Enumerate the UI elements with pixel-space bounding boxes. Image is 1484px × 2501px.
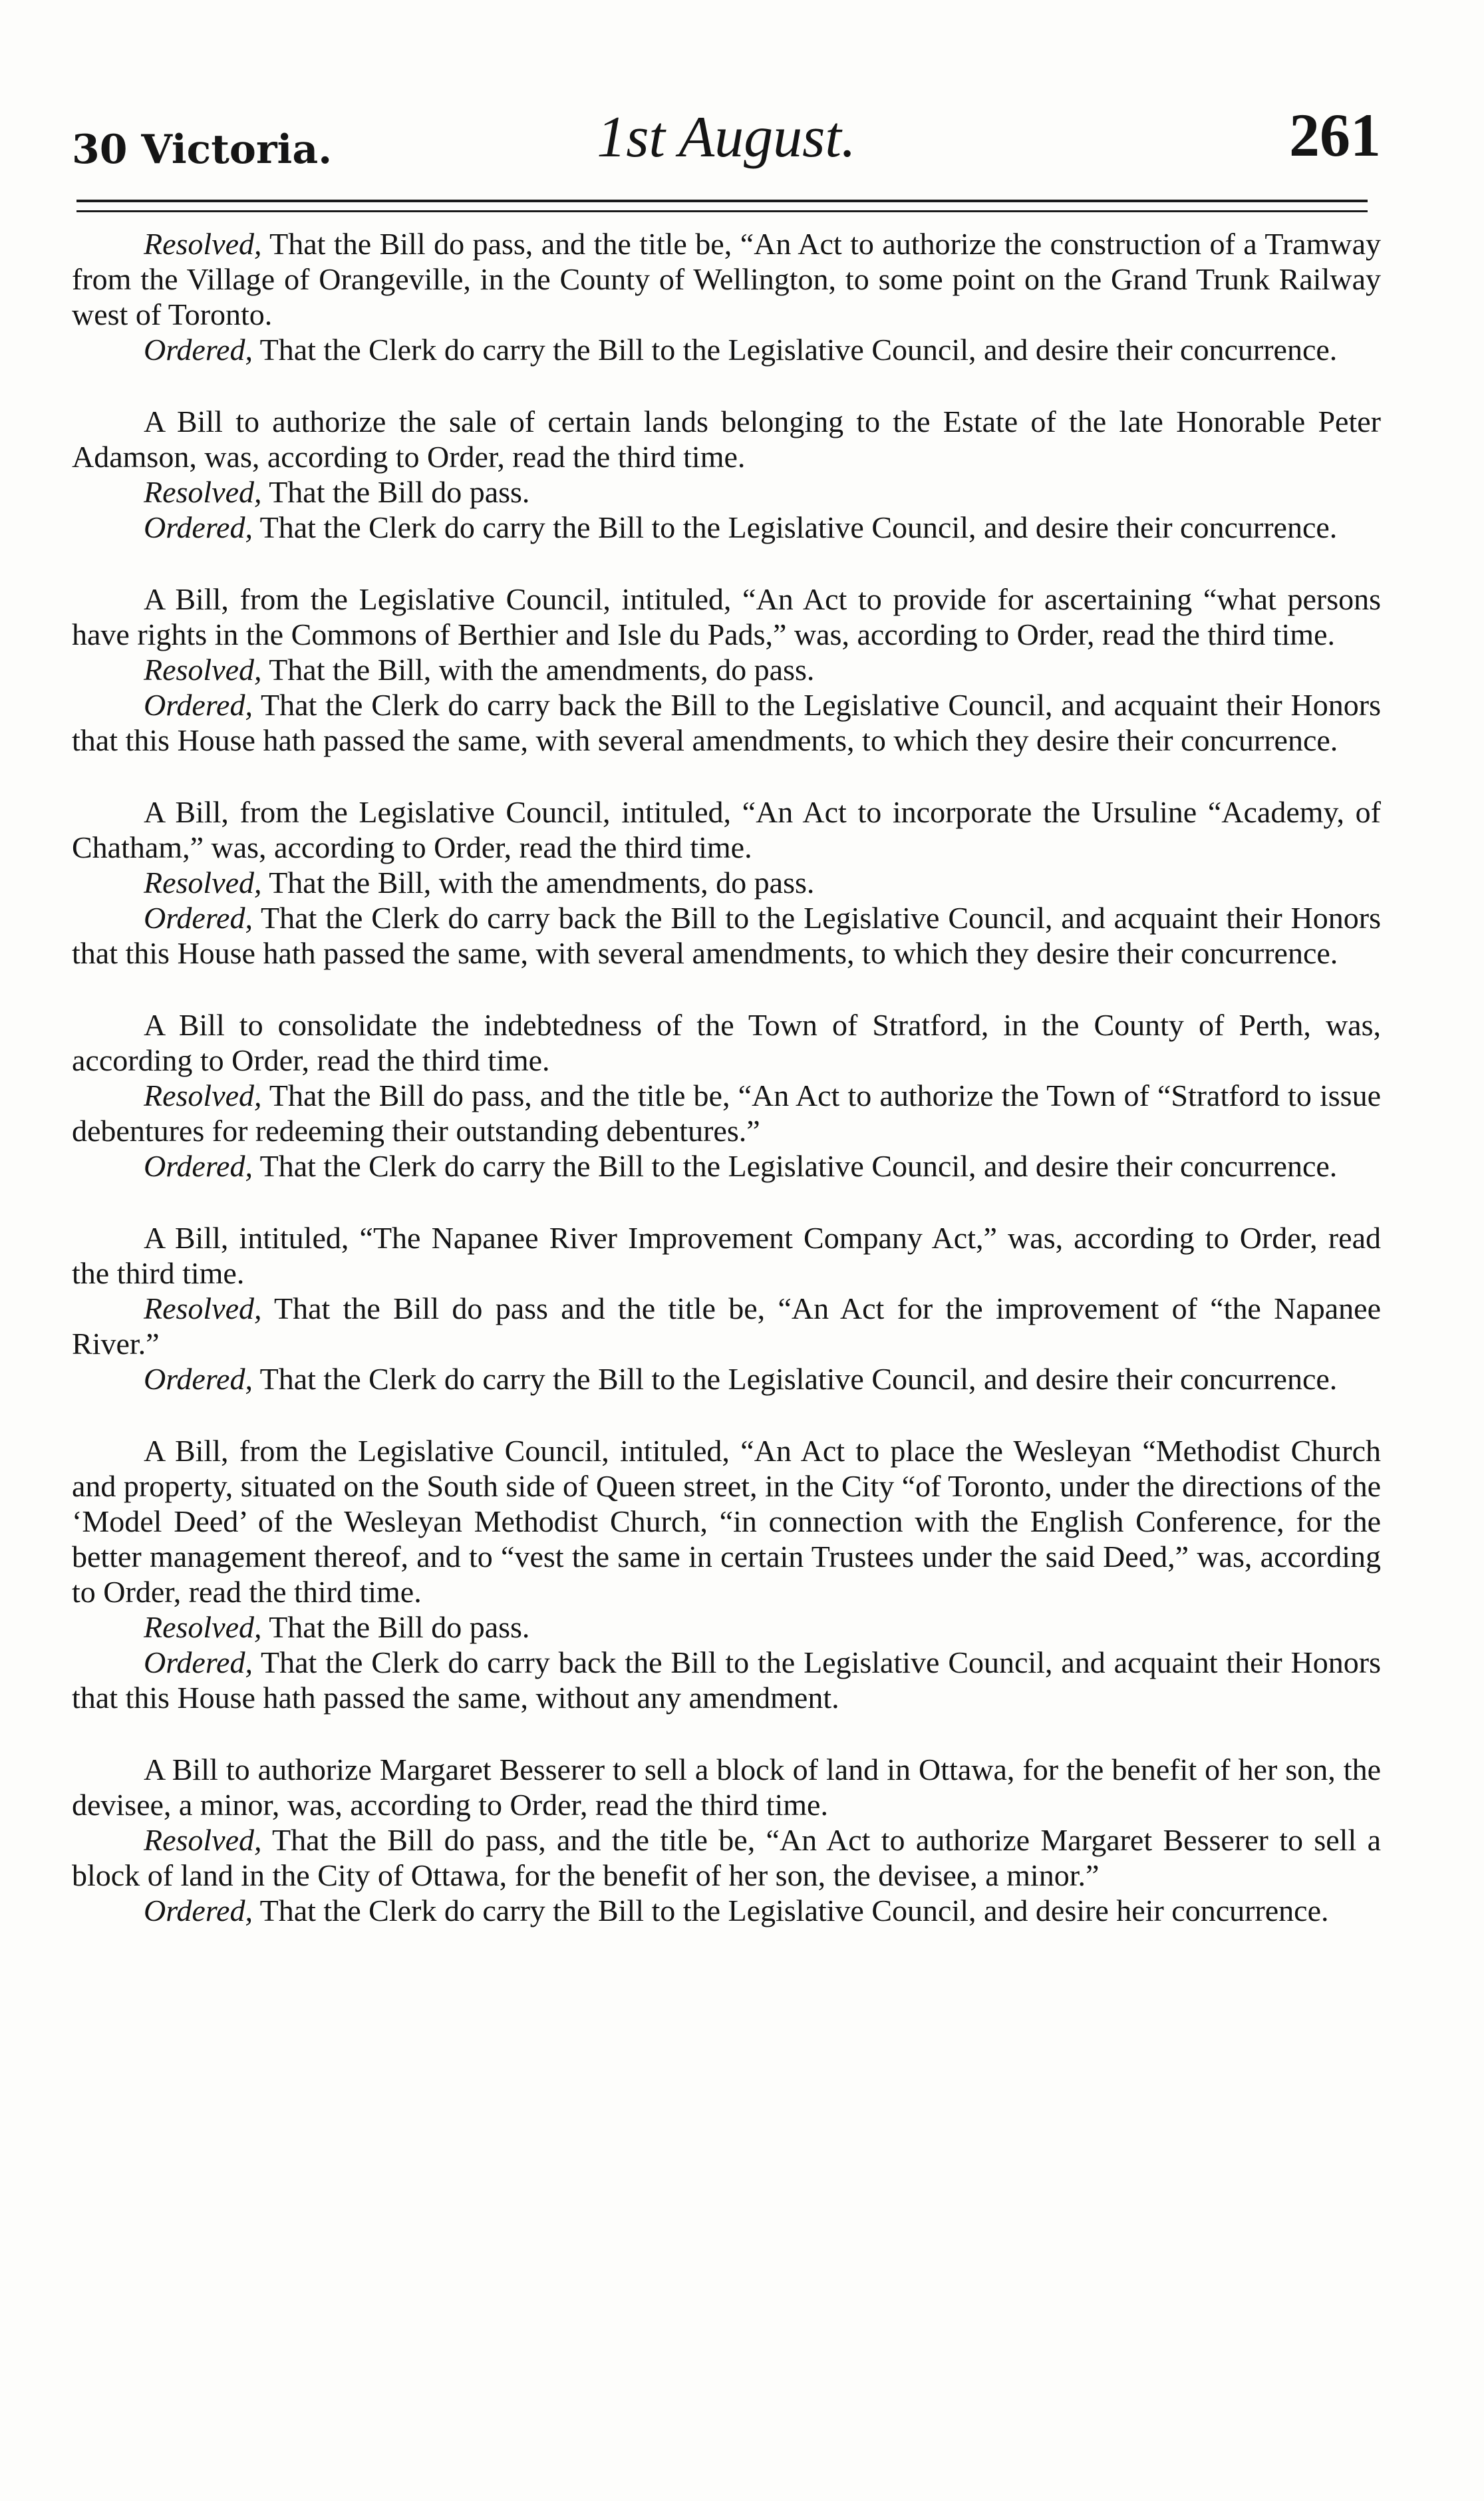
motion-lead: Resolved,	[144, 475, 262, 509]
paragraph-text: A Bill to authorize the sale of certain lands belonging to the Estate of the late Honorable Peter Adamson, was, according to Order, read the third time.	[72, 405, 1381, 474]
header-rule	[76, 200, 1368, 202]
header-date: 1st August.	[597, 105, 856, 170]
entry-paragraph	[72, 687, 1381, 758]
entry-paragraph	[72, 332, 1381, 367]
motion-lead: Ordered,	[144, 510, 253, 544]
entry-paragraph	[72, 1822, 1381, 1893]
entry-paragraph	[72, 1893, 1381, 1928]
entry-paragraph	[72, 1220, 1381, 1291]
motion-lead: Resolved,	[144, 1079, 262, 1112]
entry-paragraph	[72, 1433, 1381, 1609]
paragraph-text: That the Bill do pass.	[261, 1610, 530, 1644]
paragraph-text: That the Clerk do carry back the Bill to the Legislative Council, and acquaint their Honors that this House hath passed the same, with several amendments, to which they desire their concurrence.	[72, 901, 1381, 970]
paragraph-text: That the Bill, with the amendments, do pass.	[261, 866, 815, 900]
paragraph-text: That the Bill do pass, and the title be, “An Act to authorize the Town of “Stratford to issue debentures for redeeming their outstanding debentures.”	[72, 1079, 1381, 1148]
motion-lead: Resolved,	[144, 1610, 262, 1644]
entry-paragraph	[72, 1007, 1381, 1078]
paragraph-text: A Bill, from the Legislative Council, intituled, “An Act to provide for ascertaining “what persons have rights in the Commons of Berthier and Isle du Pads,” was, according to Order, read the third time.	[72, 582, 1381, 651]
entry-paragraph	[72, 1148, 1381, 1184]
motion-lead: Ordered,	[144, 1149, 253, 1183]
paragraph-text: A Bill, intituled, “The Napanee River Improvement Company Act,” was, according to Order, read the third time.	[72, 1221, 1381, 1290]
paragraph-text: That the Clerk do carry back the Bill to the Legislative Council, and acquaint their Honors that this House hath passed the same, without any amendment.	[72, 1645, 1381, 1715]
entry-paragraph	[72, 794, 1381, 865]
journal-entry	[72, 1433, 1381, 1715]
motion-lead: Resolved,	[144, 227, 262, 261]
entry-paragraph	[72, 226, 1381, 332]
journal-body	[72, 226, 1381, 1965]
entry-paragraph	[72, 1361, 1381, 1397]
paragraph-text: A Bill to consolidate the indebtedness of the Town of Stratford, in the County of Perth, was, according to Order, read the third time.	[72, 1008, 1381, 1077]
motion-lead: Resolved,	[144, 866, 262, 900]
paragraph-text: That the Bill, with the amendments, do pass.	[261, 653, 815, 687]
motion-lead: Ordered,	[144, 1894, 253, 1927]
page-header	[72, 100, 1381, 173]
paragraph-text: That the Clerk do carry the Bill to the Legislative Council, and desire their concurrence.	[252, 510, 1338, 544]
entry-paragraph	[72, 1645, 1381, 1715]
entry-paragraph	[72, 1291, 1381, 1361]
motion-lead: Ordered,	[144, 901, 253, 935]
paragraph-text: A Bill, from the Legislative Council, intituled, “An Act to incorporate the Ursuline “Academy, of Chatham,” was, according to Order, read the third time.	[72, 795, 1381, 864]
entry-paragraph	[72, 1078, 1381, 1148]
paragraph-text: That the Bill do pass, and the title be, “An Act to authorize Margaret Besserer to sell a block of land in the City of Ottawa, for the benefit of her son, the devisee, a minor.”	[72, 1823, 1381, 1892]
paragraph-text: That the Bill do pass.	[261, 475, 530, 509]
page-number: 261	[1289, 101, 1381, 169]
paragraph-text: That the Clerk do carry the Bill to the Legislative Council, and desire their concurrence.	[252, 1149, 1338, 1183]
paragraph-text: That the Bill do pass, and the title be, “An Act to authorize the construction of a Tramway from the Village of Orangeville, in the County of Wellington, to some point on the Grand Trunk Railway west of Toronto.	[72, 227, 1381, 331]
journal-entry	[72, 582, 1381, 758]
paragraph-text: That the Clerk do carry the Bill to the Legislative Council, and desire their concurrence.	[252, 333, 1338, 367]
paragraph-text: That the Clerk do carry back the Bill to the Legislative Council, and acquaint their Honors that this House hath passed the same, with several amendments, to which they desire their concurrence.	[72, 688, 1381, 757]
entry-paragraph	[72, 652, 1381, 687]
paragraph-text: That the Bill do pass and the title be, “An Act for the improvement of “the Napanee River.”	[72, 1291, 1381, 1361]
motion-lead: Resolved,	[144, 1291, 262, 1325]
journal-entry	[72, 1752, 1381, 1928]
journal-entry	[72, 1220, 1381, 1397]
paragraph-text: A Bill, from the Legislative Council, intituled, “An Act to place the Wesleyan “Methodist Church and property, situated on the South side of Queen street, in the City “of Toronto, under the directions of the ‘Model Deed’ of the Wesleyan Methodist Church, “in connection with the English Conference, for the better management thereof, and to “vest the same in certain Trustees under the said Deed,” was, according to Order, read the third time.	[72, 1434, 1381, 1609]
motion-lead: Ordered,	[144, 1362, 253, 1396]
header-rule-secondary	[76, 210, 1368, 212]
entry-paragraph	[72, 1609, 1381, 1645]
motion-lead: Resolved,	[144, 653, 262, 687]
journal-entry	[72, 404, 1381, 545]
motion-lead: Ordered,	[144, 688, 253, 722]
journal-entry	[72, 1007, 1381, 1184]
paragraph-text: That the Clerk do carry the Bill to the Legislative Council, and desire their concurrence.	[252, 1362, 1338, 1396]
journal-entry	[72, 226, 1381, 367]
entry-paragraph	[72, 865, 1381, 900]
entry-paragraph	[72, 474, 1381, 510]
motion-lead: Ordered,	[144, 1645, 253, 1679]
journal-entry	[72, 794, 1381, 971]
entry-paragraph	[72, 404, 1381, 474]
paragraph-text: A Bill to authorize Margaret Besserer to sell a block of land in Ottawa, for the benefit of her son, the devisee, a minor, was, according to Order, read the third time.	[72, 1752, 1381, 1822]
entry-paragraph	[72, 900, 1381, 971]
motion-lead: Resolved,	[144, 1823, 262, 1857]
entry-paragraph	[72, 582, 1381, 652]
entry-paragraph	[72, 510, 1381, 545]
motion-lead: Ordered,	[144, 333, 253, 367]
entry-paragraph	[72, 1752, 1381, 1822]
paragraph-text: That the Clerk do carry the Bill to the Legislative Council, and desire heir concurrence.	[252, 1894, 1329, 1927]
header-session: 30 Victoria.	[72, 126, 333, 173]
